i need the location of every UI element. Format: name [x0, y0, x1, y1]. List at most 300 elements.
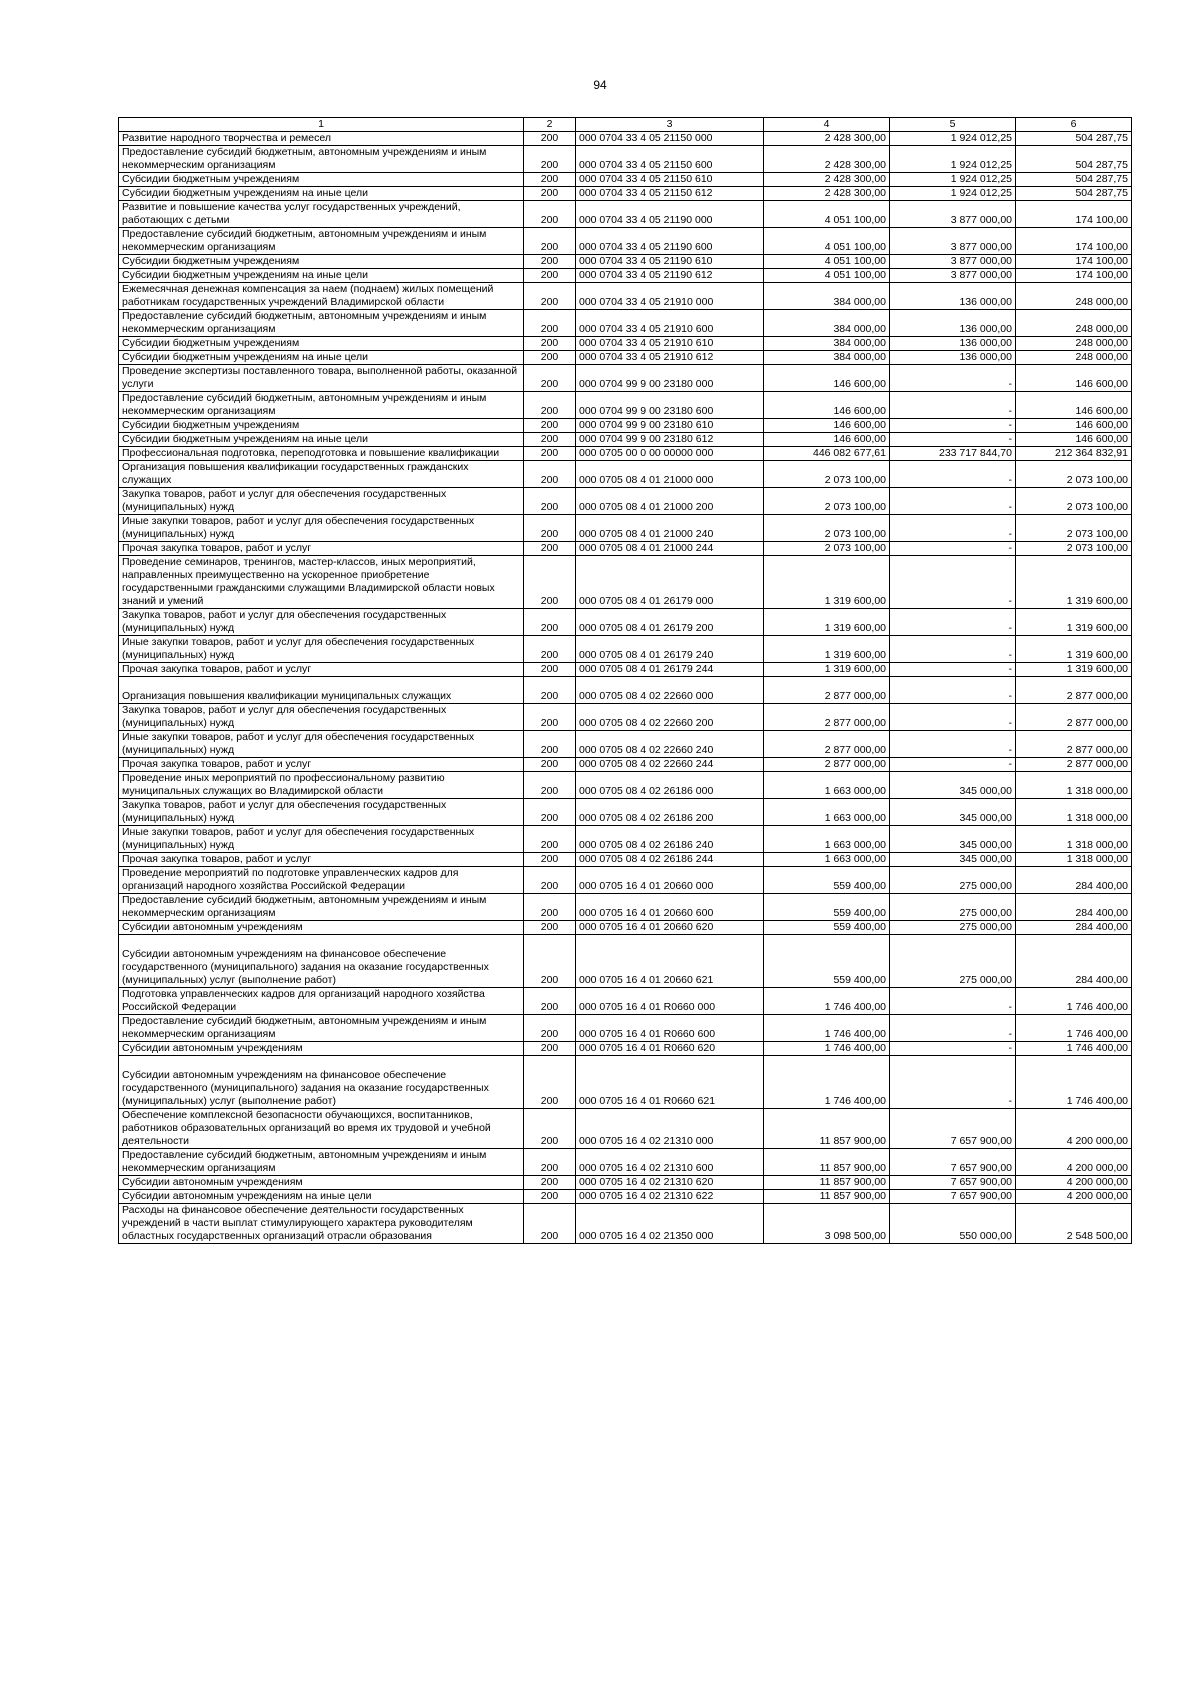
- table-row: [119, 392, 1132, 419]
- row-name: Субсидии автономным учреждениям: [119, 1042, 524, 1056]
- row-approved-amount: 384 000,00: [764, 351, 890, 365]
- row-name: Прочая закупка товаров, работ и услуг: [119, 663, 524, 677]
- row-classification-code: 000 0705 16 4 01 20660 000: [576, 867, 764, 894]
- row-classification-code: 000 0705 08 4 02 26186 000: [576, 772, 764, 799]
- table-row: [119, 433, 1132, 447]
- table-row: [119, 515, 1132, 542]
- row-remaining-amount: 1 746 400,00: [1016, 1015, 1132, 1042]
- row-remaining-amount: 2 877 000,00: [1016, 731, 1132, 758]
- row-name: Профессиональная подготовка, переподготовка и повышение квалификации: [119, 447, 524, 461]
- row-remaining-amount: 2 073 100,00: [1016, 542, 1132, 556]
- row-classification-code: 000 0705 08 4 02 22660 200: [576, 704, 764, 731]
- header-row: [119, 118, 1132, 132]
- row-approved-amount: 384 000,00: [764, 337, 890, 351]
- table-row: [119, 1042, 1132, 1056]
- row-executed-amount: 136 000,00: [890, 283, 1016, 310]
- row-classification-code: 000 0705 08 4 02 22660 244: [576, 758, 764, 772]
- row-classification-code: 000 0705 16 4 02 21310 622: [576, 1190, 764, 1204]
- row-line-code: 200: [524, 935, 576, 988]
- row-remaining-amount: 2 877 000,00: [1016, 677, 1132, 704]
- table-row: [119, 310, 1132, 337]
- row-name: Предоставление субсидий бюджетным, автономным учреждениям и иным некоммерческим организациям: [119, 1149, 524, 1176]
- row-executed-amount: 345 000,00: [890, 853, 1016, 867]
- row-executed-amount: 1 924 012,25: [890, 173, 1016, 187]
- row-executed-amount: 1 924 012,25: [890, 132, 1016, 146]
- row-approved-amount: 146 600,00: [764, 365, 890, 392]
- row-approved-amount: 2 073 100,00: [764, 488, 890, 515]
- row-classification-code: 000 0704 33 4 05 21910 600: [576, 310, 764, 337]
- row-name: Обеспечение комплексной безопасности обучающихся, воспитанников, работников образовательных организаций во время их трудовой и учебной деятельности: [119, 1109, 524, 1149]
- row-name: Ежемесячная денежная компенсация за наем (поднаем) жилых помещений работникам государственных учреждений Владимирской области: [119, 283, 524, 310]
- row-classification-code: 000 0704 99 9 00 23180 000: [576, 365, 764, 392]
- row-name: Организация повышения квалификации государственных гражданских служащих: [119, 461, 524, 488]
- row-name: Проведение мероприятий по подготовке управленческих кадров для организаций народного хозяйства Российской Федерации: [119, 867, 524, 894]
- row-approved-amount: 384 000,00: [764, 283, 890, 310]
- row-name: Развитие и повышение качества услуг государственных учреждений, работающих с детьми: [119, 201, 524, 228]
- row-approved-amount: 146 600,00: [764, 392, 890, 419]
- row-executed-amount: -: [890, 609, 1016, 636]
- header-col-3: 3: [576, 118, 764, 132]
- row-classification-code: 000 0704 33 4 05 21150 612: [576, 187, 764, 201]
- row-remaining-amount: 146 600,00: [1016, 419, 1132, 433]
- table-row: [119, 826, 1132, 853]
- table-row: [119, 663, 1132, 677]
- row-name: Проведение иных мероприятий по профессиональному развитию муниципальных служащих во Владимирской области: [119, 772, 524, 799]
- row-executed-amount: 275 000,00: [890, 921, 1016, 935]
- row-line-code: 200: [524, 228, 576, 255]
- row-classification-code: 000 0705 08 4 02 22660 240: [576, 731, 764, 758]
- row-line-code: 200: [524, 731, 576, 758]
- row-approved-amount: 1 663 000,00: [764, 853, 890, 867]
- row-name: Иные закупки товаров, работ и услуг для обеспечения государственных (муниципальных) нужд: [119, 731, 524, 758]
- row-approved-amount: 1 319 600,00: [764, 636, 890, 663]
- table-row: [119, 269, 1132, 283]
- row-name: Закупка товаров, работ и услуг для обеспечения государственных (муниципальных) нужд: [119, 609, 524, 636]
- row-line-code: 200: [524, 542, 576, 556]
- row-line-code: 200: [524, 1176, 576, 1190]
- row-executed-amount: 7 657 900,00: [890, 1109, 1016, 1149]
- row-classification-code: 000 0705 08 4 01 26179 244: [576, 663, 764, 677]
- table-row: [119, 283, 1132, 310]
- row-name: Проведение экспертизы поставленного товара, выполненной работы, оказанной услуги: [119, 365, 524, 392]
- row-executed-amount: 7 657 900,00: [890, 1149, 1016, 1176]
- row-executed-amount: 275 000,00: [890, 935, 1016, 988]
- row-name: Субсидии бюджетным учреждениям на иные цели: [119, 187, 524, 201]
- row-executed-amount: 550 000,00: [890, 1204, 1016, 1244]
- table-row: [119, 935, 1132, 988]
- row-approved-amount: 1 319 600,00: [764, 609, 890, 636]
- row-executed-amount: 3 877 000,00: [890, 255, 1016, 269]
- table-row: [119, 1176, 1132, 1190]
- row-executed-amount: -: [890, 461, 1016, 488]
- row-approved-amount: 3 098 500,00: [764, 1204, 890, 1244]
- row-approved-amount: 2 073 100,00: [764, 461, 890, 488]
- row-approved-amount: 1 663 000,00: [764, 772, 890, 799]
- row-classification-code: 000 0705 16 4 01 20660 620: [576, 921, 764, 935]
- row-executed-amount: 1 924 012,25: [890, 146, 1016, 173]
- row-approved-amount: 1 663 000,00: [764, 799, 890, 826]
- row-classification-code: 000 0705 16 4 02 21350 000: [576, 1204, 764, 1244]
- table-row: [119, 132, 1132, 146]
- row-remaining-amount: 174 100,00: [1016, 228, 1132, 255]
- row-line-code: 200: [524, 337, 576, 351]
- row-line-code: 200: [524, 921, 576, 935]
- row-remaining-amount: 248 000,00: [1016, 351, 1132, 365]
- row-approved-amount: 2 428 300,00: [764, 132, 890, 146]
- row-executed-amount: -: [890, 731, 1016, 758]
- row-executed-amount: -: [890, 556, 1016, 609]
- row-name: Организация повышения квалификации муниципальных служащих: [119, 677, 524, 704]
- row-line-code: 200: [524, 283, 576, 310]
- row-approved-amount: 446 082 677,61: [764, 447, 890, 461]
- row-name: Предоставление субсидий бюджетным, автономным учреждениям и иным некоммерческим организациям: [119, 146, 524, 173]
- row-classification-code: 000 0705 16 4 02 21310 620: [576, 1176, 764, 1190]
- row-approved-amount: 2 073 100,00: [764, 515, 890, 542]
- row-executed-amount: -: [890, 704, 1016, 731]
- row-remaining-amount: 248 000,00: [1016, 283, 1132, 310]
- table-row: [119, 988, 1132, 1015]
- row-name: Расходы на финансовое обеспечение деятельности государственных учреждений в части выплат стимулирующего характера руководителям областных государственных организаций отрасли образования: [119, 1204, 524, 1244]
- row-line-code: 200: [524, 255, 576, 269]
- row-executed-amount: -: [890, 365, 1016, 392]
- row-line-code: 200: [524, 826, 576, 853]
- row-remaining-amount: 1 319 600,00: [1016, 609, 1132, 636]
- row-classification-code: 000 0705 08 4 01 26179 000: [576, 556, 764, 609]
- row-name: Предоставление субсидий бюджетным, автономным учреждениям и иным некоммерческим организациям: [119, 310, 524, 337]
- row-remaining-amount: 1 319 600,00: [1016, 556, 1132, 609]
- row-classification-code: 000 0705 08 4 01 21000 200: [576, 488, 764, 515]
- row-classification-code: 000 0705 16 4 01 20660 600: [576, 894, 764, 921]
- row-name: Субсидии автономным учреждениям: [119, 1176, 524, 1190]
- row-remaining-amount: 284 400,00: [1016, 894, 1132, 921]
- row-classification-code: 000 0705 08 4 01 26179 200: [576, 609, 764, 636]
- row-name: Предоставление субсидий бюджетным, автономным учреждениям и иным некоммерческим организациям: [119, 894, 524, 921]
- row-executed-amount: 7 657 900,00: [890, 1176, 1016, 1190]
- row-classification-code: 000 0705 08 4 01 21000 244: [576, 542, 764, 556]
- row-classification-code: 000 0705 16 4 01 20660 621: [576, 935, 764, 988]
- row-classification-code: 000 0705 16 4 02 21310 600: [576, 1149, 764, 1176]
- table-row: [119, 731, 1132, 758]
- row-classification-code: 000 0704 99 9 00 23180 610: [576, 419, 764, 433]
- row-approved-amount: 1 746 400,00: [764, 988, 890, 1015]
- row-line-code: 200: [524, 1149, 576, 1176]
- row-remaining-amount: 146 600,00: [1016, 392, 1132, 419]
- row-classification-code: 000 0705 08 4 01 26179 240: [576, 636, 764, 663]
- row-executed-amount: 345 000,00: [890, 826, 1016, 853]
- table-row: [119, 609, 1132, 636]
- row-approved-amount: 11 857 900,00: [764, 1190, 890, 1204]
- row-executed-amount: -: [890, 636, 1016, 663]
- row-line-code: 200: [524, 1190, 576, 1204]
- row-classification-code: 000 0705 08 4 01 21000 000: [576, 461, 764, 488]
- table-row: [119, 419, 1132, 433]
- row-executed-amount: 345 000,00: [890, 772, 1016, 799]
- table-row: [119, 201, 1132, 228]
- row-classification-code: 000 0704 33 4 05 21190 612: [576, 269, 764, 283]
- row-classification-code: 000 0704 33 4 05 21910 612: [576, 351, 764, 365]
- row-executed-amount: -: [890, 1056, 1016, 1109]
- row-name: Проведение семинаров, тренингов, мастер-классов, иных мероприятий, направленных преимущественно на ускоренное приобретение государственными гражданскими служащими Владимирской области новых знаний и умений: [119, 556, 524, 609]
- row-approved-amount: 146 600,00: [764, 433, 890, 447]
- row-approved-amount: 1 663 000,00: [764, 826, 890, 853]
- row-remaining-amount: 1 318 000,00: [1016, 826, 1132, 853]
- row-line-code: 200: [524, 461, 576, 488]
- row-classification-code: 000 0705 08 4 02 26186 200: [576, 799, 764, 826]
- row-remaining-amount: 174 100,00: [1016, 255, 1132, 269]
- row-approved-amount: 2 877 000,00: [764, 704, 890, 731]
- row-remaining-amount: 2 877 000,00: [1016, 704, 1132, 731]
- row-name: Прочая закупка товаров, работ и услуг: [119, 758, 524, 772]
- row-line-code: 200: [524, 132, 576, 146]
- row-name: Предоставление субсидий бюджетным, автономным учреждениям и иным некоммерческим организациям: [119, 228, 524, 255]
- table-row: [119, 337, 1132, 351]
- row-approved-amount: 4 051 100,00: [764, 255, 890, 269]
- row-executed-amount: 3 877 000,00: [890, 269, 1016, 283]
- row-remaining-amount: 248 000,00: [1016, 310, 1132, 337]
- row-classification-code: 000 0704 33 4 05 21190 600: [576, 228, 764, 255]
- row-remaining-amount: 2 073 100,00: [1016, 488, 1132, 515]
- row-executed-amount: 275 000,00: [890, 867, 1016, 894]
- row-remaining-amount: 174 100,00: [1016, 269, 1132, 283]
- row-line-code: 200: [524, 772, 576, 799]
- row-classification-code: 000 0704 33 4 05 21150 000: [576, 132, 764, 146]
- table-row: [119, 461, 1132, 488]
- row-classification-code: 000 0705 16 4 01 R0660 000: [576, 988, 764, 1015]
- row-name: Предоставление субсидий бюджетным, автономным учреждениям и иным некоммерческим организациям: [119, 1015, 524, 1042]
- row-line-code: 200: [524, 556, 576, 609]
- row-approved-amount: 1 319 600,00: [764, 556, 890, 609]
- row-approved-amount: 2 428 300,00: [764, 146, 890, 173]
- row-name: Прочая закупка товаров, работ и услуг: [119, 542, 524, 556]
- row-remaining-amount: 1 318 000,00: [1016, 799, 1132, 826]
- row-name: Субсидии автономным учреждениям на финансовое обеспечение государственного (муниципального) задания на оказание государственных (муниципальных) услуг (выполнение работ): [119, 935, 524, 988]
- row-executed-amount: 136 000,00: [890, 351, 1016, 365]
- row-approved-amount: 2 428 300,00: [764, 187, 890, 201]
- row-line-code: 200: [524, 636, 576, 663]
- row-remaining-amount: 1 318 000,00: [1016, 853, 1132, 867]
- row-line-code: 200: [524, 1204, 576, 1244]
- table-row: [119, 799, 1132, 826]
- row-line-code: 200: [524, 310, 576, 337]
- row-classification-code: 000 0704 33 4 05 21190 610: [576, 255, 764, 269]
- row-name: Субсидии автономным учреждениям: [119, 921, 524, 935]
- row-line-code: 200: [524, 419, 576, 433]
- table-row: [119, 704, 1132, 731]
- row-remaining-amount: 504 287,75: [1016, 173, 1132, 187]
- row-name: Развитие народного творчества и ремесел: [119, 132, 524, 146]
- row-remaining-amount: 2 073 100,00: [1016, 515, 1132, 542]
- row-line-code: 200: [524, 867, 576, 894]
- table-row: [119, 758, 1132, 772]
- row-name: Иные закупки товаров, работ и услуг для обеспечения государственных (муниципальных) нужд: [119, 826, 524, 853]
- row-line-code: 200: [524, 677, 576, 704]
- header-col-5: 5: [890, 118, 1016, 132]
- row-executed-amount: -: [890, 677, 1016, 704]
- row-executed-amount: -: [890, 663, 1016, 677]
- row-approved-amount: 2 877 000,00: [764, 731, 890, 758]
- row-approved-amount: 4 051 100,00: [764, 269, 890, 283]
- row-approved-amount: 2 428 300,00: [764, 173, 890, 187]
- header-col-6: 6: [1016, 118, 1132, 132]
- row-executed-amount: -: [890, 988, 1016, 1015]
- table-row: [119, 556, 1132, 609]
- row-remaining-amount: 2 073 100,00: [1016, 461, 1132, 488]
- row-line-code: 200: [524, 1042, 576, 1056]
- table-row: [119, 1109, 1132, 1149]
- row-line-code: 200: [524, 351, 576, 365]
- row-remaining-amount: 284 400,00: [1016, 935, 1132, 988]
- row-remaining-amount: 174 100,00: [1016, 201, 1132, 228]
- row-remaining-amount: 504 287,75: [1016, 187, 1132, 201]
- row-name: Субсидии автономным учреждениям на иные цели: [119, 1190, 524, 1204]
- row-line-code: 200: [524, 488, 576, 515]
- row-executed-amount: -: [890, 758, 1016, 772]
- row-executed-amount: -: [890, 433, 1016, 447]
- table-row: [119, 228, 1132, 255]
- table-row: [119, 1149, 1132, 1176]
- row-approved-amount: 2 073 100,00: [764, 542, 890, 556]
- row-executed-amount: -: [890, 1042, 1016, 1056]
- row-name: Закупка товаров, работ и услуг для обеспечения государственных (муниципальных) нужд: [119, 799, 524, 826]
- table-body: [119, 132, 1132, 1244]
- row-line-code: 200: [524, 894, 576, 921]
- row-line-code: 200: [524, 609, 576, 636]
- row-name: Субсидии бюджетным учреждениям: [119, 255, 524, 269]
- table-row: [119, 173, 1132, 187]
- row-line-code: 200: [524, 187, 576, 201]
- table-row: [119, 146, 1132, 173]
- header-col-1: 1: [119, 118, 524, 132]
- row-name: Прочая закупка товаров, работ и услуг: [119, 853, 524, 867]
- row-line-code: 200: [524, 1056, 576, 1109]
- row-remaining-amount: 248 000,00: [1016, 337, 1132, 351]
- row-name: Иные закупки товаров, работ и услуг для обеспечения государственных (муниципальных) нужд: [119, 515, 524, 542]
- row-classification-code: 000 0704 33 4 05 21910 610: [576, 337, 764, 351]
- row-name: Закупка товаров, работ и услуг для обеспечения государственных (муниципальных) нужд: [119, 488, 524, 515]
- row-executed-amount: -: [890, 542, 1016, 556]
- row-remaining-amount: 2 548 500,00: [1016, 1204, 1132, 1244]
- row-classification-code: 000 0704 99 9 00 23180 600: [576, 392, 764, 419]
- row-classification-code: 000 0705 00 0 00 00000 000: [576, 447, 764, 461]
- budget-table: [118, 117, 1132, 1244]
- row-name: Субсидии бюджетным учреждениям: [119, 419, 524, 433]
- table-row: [119, 1190, 1132, 1204]
- row-line-code: 200: [524, 988, 576, 1015]
- row-executed-amount: -: [890, 488, 1016, 515]
- row-remaining-amount: 2 877 000,00: [1016, 758, 1132, 772]
- row-approved-amount: 4 051 100,00: [764, 201, 890, 228]
- table-row: [119, 1056, 1132, 1109]
- header-col-2: 2: [524, 118, 576, 132]
- row-classification-code: 000 0704 33 4 05 21150 610: [576, 173, 764, 187]
- table-row: [119, 255, 1132, 269]
- row-approved-amount: 1 746 400,00: [764, 1056, 890, 1109]
- table-row: [119, 187, 1132, 201]
- row-line-code: 200: [524, 1015, 576, 1042]
- table-row: [119, 853, 1132, 867]
- row-remaining-amount: 1 319 600,00: [1016, 663, 1132, 677]
- row-remaining-amount: 504 287,75: [1016, 146, 1132, 173]
- row-classification-code: 000 0705 08 4 01 21000 240: [576, 515, 764, 542]
- row-line-code: 200: [524, 515, 576, 542]
- row-approved-amount: 1 319 600,00: [764, 663, 890, 677]
- row-classification-code: 000 0705 08 4 02 26186 240: [576, 826, 764, 853]
- row-approved-amount: 384 000,00: [764, 310, 890, 337]
- row-approved-amount: 2 877 000,00: [764, 677, 890, 704]
- row-name: Подготовка управленческих кадров для организаций народного хозяйства Российской Федерации: [119, 988, 524, 1015]
- row-remaining-amount: 1 318 000,00: [1016, 772, 1132, 799]
- row-remaining-amount: 212 364 832,91: [1016, 447, 1132, 461]
- row-line-code: 200: [524, 447, 576, 461]
- row-line-code: 200: [524, 392, 576, 419]
- row-executed-amount: 3 877 000,00: [890, 228, 1016, 255]
- row-executed-amount: -: [890, 419, 1016, 433]
- row-executed-amount: 3 877 000,00: [890, 201, 1016, 228]
- row-executed-amount: -: [890, 515, 1016, 542]
- table-row: [119, 894, 1132, 921]
- row-name: Субсидии бюджетным учреждениям: [119, 337, 524, 351]
- row-line-code: 200: [524, 365, 576, 392]
- row-name: Субсидии бюджетным учреждениям на иные цели: [119, 269, 524, 283]
- page-number: 94: [593, 78, 607, 92]
- row-classification-code: 000 0705 16 4 01 R0660 620: [576, 1042, 764, 1056]
- row-remaining-amount: 504 287,75: [1016, 132, 1132, 146]
- table-row: [119, 772, 1132, 799]
- row-line-code: 200: [524, 146, 576, 173]
- row-remaining-amount: 146 600,00: [1016, 433, 1132, 447]
- row-remaining-amount: 1 746 400,00: [1016, 1042, 1132, 1056]
- row-classification-code: 000 0705 08 4 02 26186 244: [576, 853, 764, 867]
- row-classification-code: 000 0705 16 4 01 R0660 600: [576, 1015, 764, 1042]
- row-executed-amount: 233 717 844,70: [890, 447, 1016, 461]
- row-line-code: 200: [524, 269, 576, 283]
- row-remaining-amount: 284 400,00: [1016, 921, 1132, 935]
- row-line-code: 200: [524, 758, 576, 772]
- table-row: [119, 447, 1132, 461]
- row-remaining-amount: 1 746 400,00: [1016, 1056, 1132, 1109]
- row-executed-amount: 136 000,00: [890, 337, 1016, 351]
- table-row: [119, 677, 1132, 704]
- table-row: [119, 351, 1132, 365]
- row-executed-amount: 7 657 900,00: [890, 1190, 1016, 1204]
- row-line-code: 200: [524, 173, 576, 187]
- row-approved-amount: 559 400,00: [764, 921, 890, 935]
- row-remaining-amount: 4 200 000,00: [1016, 1109, 1132, 1149]
- row-line-code: 200: [524, 853, 576, 867]
- row-remaining-amount: 4 200 000,00: [1016, 1149, 1132, 1176]
- table-row: [119, 365, 1132, 392]
- row-remaining-amount: 1 746 400,00: [1016, 988, 1132, 1015]
- row-line-code: 200: [524, 663, 576, 677]
- row-approved-amount: 11 857 900,00: [764, 1109, 890, 1149]
- row-classification-code: 000 0705 16 4 01 R0660 621: [576, 1056, 764, 1109]
- row-name: Субсидии бюджетным учреждениям на иные цели: [119, 351, 524, 365]
- table-row: [119, 1204, 1132, 1244]
- row-executed-amount: -: [890, 392, 1016, 419]
- table-row: [119, 488, 1132, 515]
- row-executed-amount: 1 924 012,25: [890, 187, 1016, 201]
- row-classification-code: 000 0704 99 9 00 23180 612: [576, 433, 764, 447]
- row-remaining-amount: 4 200 000,00: [1016, 1190, 1132, 1204]
- row-line-code: 200: [524, 433, 576, 447]
- row-executed-amount: 275 000,00: [890, 894, 1016, 921]
- row-approved-amount: 4 051 100,00: [764, 228, 890, 255]
- row-approved-amount: 11 857 900,00: [764, 1176, 890, 1190]
- table-row: [119, 1015, 1132, 1042]
- row-remaining-amount: 1 319 600,00: [1016, 636, 1132, 663]
- row-approved-amount: 2 877 000,00: [764, 758, 890, 772]
- row-remaining-amount: 284 400,00: [1016, 867, 1132, 894]
